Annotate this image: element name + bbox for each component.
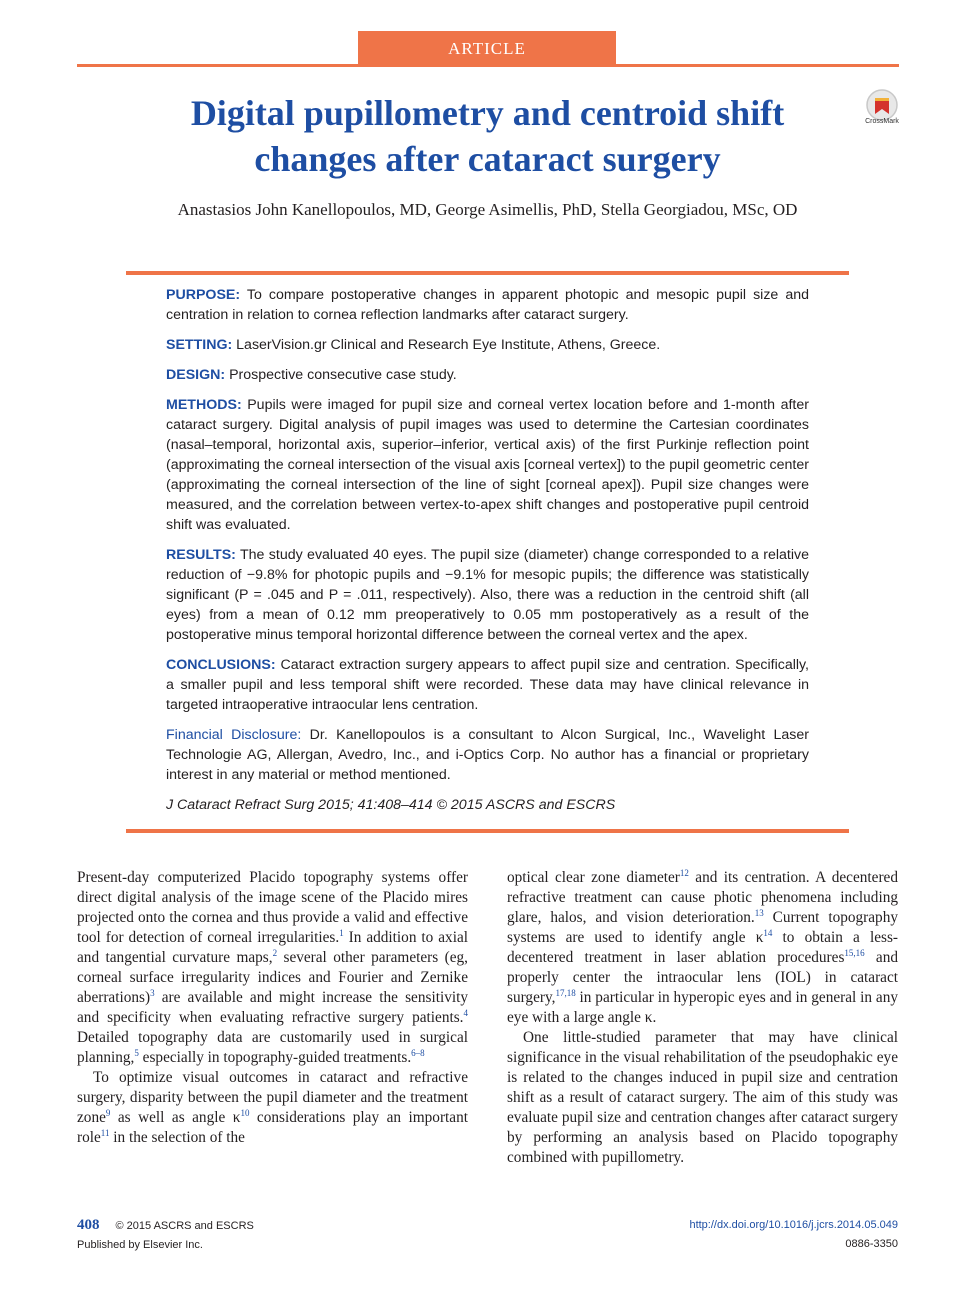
text-run: Detailed topography data are customarily used in surgical planning, [77,1029,468,1066]
reference-link[interactable]: 1 [339,927,344,938]
design-text: Prospective consecutive case study. [225,367,457,383]
abstract-setting [166,335,809,355]
crossmark-label: CrossMark [865,118,899,125]
title-line-1: Digital pupillometry and centroid shift [190,93,785,133]
abstract-design [166,365,809,385]
results-text: The study evaluated 40 eyes. The pupil size (diameter) change corresponded to a relative reduction of −9.8% for photopic pupils and −9.1% for mesopic pupils; the difference was statistically significant (P = .045 and P = .011, respectively). Also, there was a reduction in the centroid shift (all eyes) from a mean of 0.12 mm preoperatively to 0.05 mm postoperatively as a result of the postoperative minus temporal horizontal difference between the corneal vertex and the apex. [166,547,809,643]
body-column-right [507,868,898,1168]
article-title [100,90,875,182]
footer-left [77,1216,254,1255]
design-label: DESIGN: [166,367,226,383]
results-label: RESULTS: [166,547,236,563]
text-run: several other parameters (eg, corneal surface irregularity indices and Fourier and Zernike aberrations) [77,949,468,1006]
methods-label: METHODS: [166,397,242,413]
text-run: To optimize visual outcomes in cataract and refractive surgery, disparity between the pupil diameter and the treatment zone [77,1069,468,1126]
text-run: Present-day computerized Placido topography systems offer direct digital analysis of the image scene of the Placido mires projected onto the cornea and thus provide a valid and effective tool for detection of corneal irregularities. [77,869,468,946]
text-run: and its centration. A decentered refractive treatment can cause photic phenomena including glare, halos, and vision deterioration. [507,869,898,926]
page-number: 408 [77,1217,100,1233]
author-list: Anastasios John Kanellopoulos, MD, George Asimellis, PhD, Stella Georgiadou, MSc, OD [177,200,798,219]
reference-link[interactable]: 17,18 [555,987,576,998]
abstract-methods [166,395,809,535]
conclusions-text: Cataract extraction surgery appears to affect pupil size and centration. Specifically, a smaller pupil and less temporal shift were recorded. These data may have clinical relevance in targeted intraoperative intraocular lens centration. [166,657,809,713]
reference-link[interactable]: 13 [754,907,764,918]
text-run: to obtain a less-decentered treatment in laser ablation procedures [507,929,898,966]
body-paragraph [77,868,468,1068]
disclosure-label: Financial Disclosure: [166,727,302,743]
text-run: are available and might increase the sensitivity and specificity when evaluating refractive surgery patients. [77,989,468,1026]
financial-disclosure [166,725,809,785]
reference-link[interactable]: 2 [272,947,278,958]
reference-link[interactable]: 4 [463,1007,468,1018]
header-rule [77,64,899,67]
text-run: optical clear zone diameter [507,869,680,886]
text-run: In addition to axial and tangential curvature maps, [77,929,468,966]
text-run: especially in topography-guided treatments. [138,1049,412,1066]
disclosure-text: Dr. Kanellopoulos is a consultant to Alcon Surgical, Inc., Wavelight Laser Technologie AG, Allergan, Avedro, Inc., and i-Optics Corp. No author has a financial or proprietary interest in any material or method mentioned. [166,727,809,783]
reference-link[interactable]: 11 [100,1127,110,1138]
copyright: © 2015 ASCRS and ESCRS [115,1220,254,1232]
reference-link[interactable]: 9 [105,1107,111,1118]
body-paragraph [77,1068,468,1148]
abstract [166,285,809,825]
reference-link[interactable]: 10 [240,1107,250,1118]
conclusions-label: CONCLUSIONS: [166,657,276,673]
abstract-bottom-rule [126,829,849,833]
section-label: ARTICLE [358,31,616,65]
reference-link[interactable]: 12 [679,867,689,878]
purpose-text: To compare postoperative changes in apparent photopic and mesopic pupil size and centration in relation to cornea reflection landmarks after cataract surgery. [166,287,809,323]
purpose-label: PURPOSE: [166,287,241,303]
body-paragraph [507,868,898,1028]
abstract-purpose [166,285,809,325]
reference-link[interactable]: 5 [134,1047,139,1058]
setting-label: SETTING: [166,337,233,353]
reference-link[interactable]: 14 [763,927,773,938]
text-run: considerations play an important role [77,1109,468,1146]
text-run: Current topography systems are used to identify angle κ [507,909,898,946]
footer-right [689,1216,898,1254]
doi-link[interactable]: http://dx.doi.org/10.1016/j.jcrs.2014.05.049 [689,1219,898,1231]
reference-link[interactable]: 3 [150,987,155,998]
abstract-results [166,545,809,645]
journal-citation: J Cataract Refract Surg 2015; 41:408–414 © 2015 ASCRS and ESCRS [166,797,616,813]
abstract-top-rule [126,271,849,275]
body-column-left [77,868,468,1148]
publisher: Published by Elsevier Inc. [77,1239,203,1251]
setting-text: LaserVision.gr Clinical and Research Eye Institute, Athens, Greece. [232,337,661,353]
text-run: in particular in hyperopic eyes and in general in any eye with a large angle κ. [507,989,898,1026]
text-run: and properly center the intraocular lens (IOL) in cataract surgery, [507,949,898,1006]
reference-link[interactable]: 15,16 [844,947,865,958]
abstract-conclusions [166,655,809,715]
reference-link[interactable]: 6–8 [411,1047,425,1058]
text-run: in the selection of the [109,1129,245,1146]
issn: 0886-3350 [845,1238,898,1250]
title-line-2: changes after cataract surgery [254,139,721,179]
body-paragraph: One little-studied parameter that may have clinical significance in the visual rehabilitation of the pseudophakic eye is related to the changes induced in pupil size and centration shift as a result of cataract surgery. The aim of this study was evaluate pupil size and centration changes after cataract surgery by performing an analysis based on Placido topography combined with pupillometry. [507,1029,898,1166]
methods-text: Pupils were imaged for pupil size and corneal vertex location before and 1-month after cataract surgery. Digital analysis of pupil images was used to determine the Cartesian coordinates (nasal–temporal, horizontal axis, superior–inferior, vertical axis) of the first Purkinje reflection point (approximating the corneal intersection of the visual axis [corneal vertex]) to the pupil geometric center (approximating the corneal intersection of the line of sight [corneal apex]). Pupil size changes were measured, and the correlation between vertex-to-apex shift changes and postoperative pupil centroid shift was evaluated. [166,397,809,533]
text-run: as well as angle κ [110,1109,241,1126]
